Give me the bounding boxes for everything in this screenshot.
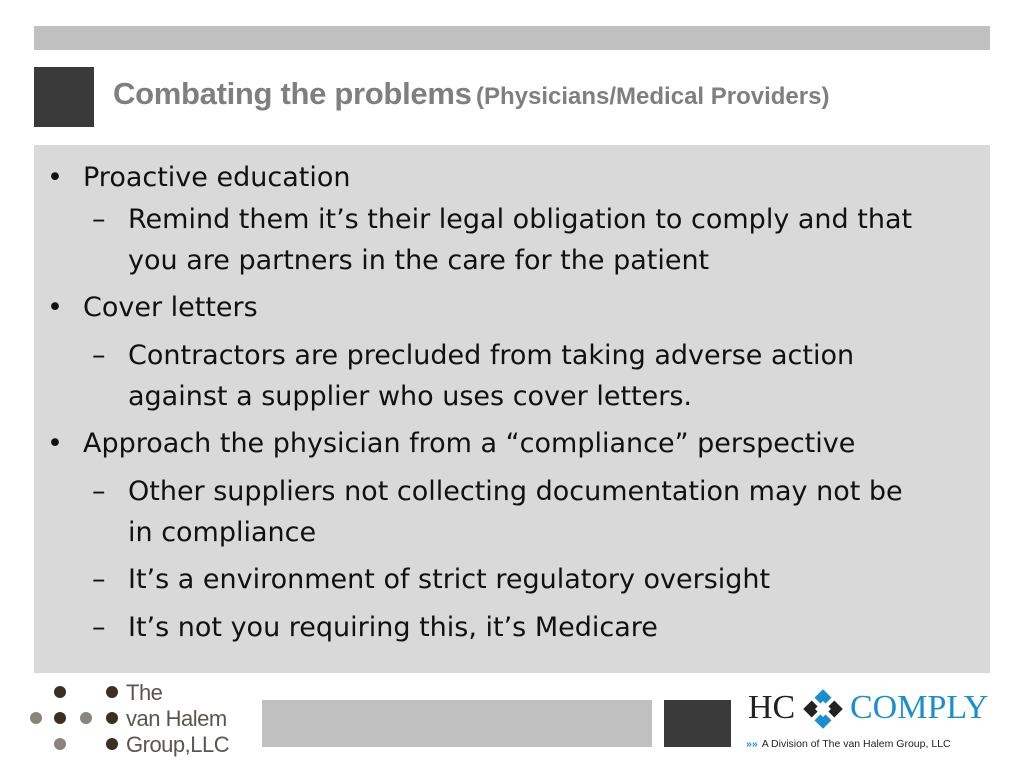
bullet-marker: •: [47, 292, 63, 323]
sub-bullet-item: [34, 471, 928, 553]
sub-bullet-item: [34, 199, 928, 281]
slide-title: [113, 76, 829, 126]
van-halem-logo: [20, 678, 260, 762]
title-subtitle: (Physicians/Medical Providers): [475, 83, 830, 110]
sub-bullet-text: Other suppliers not collecting documentation may not be in compliance: [128, 476, 903, 548]
bullet-item: [34, 157, 990, 199]
bullet-text: Cover letters: [83, 292, 258, 323]
sub-bullet-text: Contractors are precluded from taking adverse action against a supplier who uses cover letters.: [128, 340, 855, 412]
content-panel: [34, 145, 990, 673]
brand-tagline-text: A Division of The van Halem Group, LLC: [761, 738, 951, 750]
logo-dot: [106, 712, 118, 724]
hc-comply-logo: [746, 684, 998, 758]
sub-bullet-marker: –: [92, 340, 106, 371]
brand-comply: COMPLY: [850, 689, 989, 726]
header-bar: [34, 26, 990, 50]
logo-dot: [54, 738, 66, 750]
sub-bullet-marker: –: [92, 564, 106, 595]
title-accent-square: [34, 67, 94, 127]
brand-tagline: [746, 738, 951, 750]
logo-line-1: The: [126, 680, 163, 705]
logo-dot: [30, 712, 42, 724]
sub-bullet-item: [34, 335, 928, 417]
logo-dot: [54, 686, 66, 698]
sub-bullet-text: Remind them it’s their legal obligation to comply and that you are partners in the care for the patient: [128, 204, 913, 276]
title-main: Combating the problems: [113, 76, 472, 111]
logo-line-2: van Halem: [126, 706, 227, 731]
footer-accent-square: [664, 700, 731, 747]
bullet-marker: •: [47, 162, 63, 193]
sub-bullet-item: [34, 559, 928, 601]
footer-bar: [262, 700, 652, 747]
brand-hc: HC: [748, 689, 796, 726]
logo-dot: [106, 738, 118, 750]
sub-bullet-item: [34, 607, 928, 649]
sub-bullet-text: It’s not you requiring this, it’s Medicare: [128, 612, 658, 643]
sub-bullet-text: It’s a environment of strict regulatory oversight: [128, 564, 771, 595]
sub-bullet-marker: –: [92, 204, 106, 235]
diamond-arrows-icon: [800, 686, 846, 732]
bullet-marker: •: [47, 428, 63, 459]
logo-dot: [54, 712, 66, 724]
bullet-text: Approach the physician from a “compliance” perspective: [83, 428, 856, 459]
bullet-list: [34, 145, 990, 649]
sub-bullet-marker: –: [92, 612, 106, 643]
sub-bullet-marker: –: [92, 476, 106, 507]
chevron-icon: »»: [746, 738, 758, 750]
logo-dot: [80, 712, 92, 724]
bullet-item: [34, 423, 990, 465]
bullet-item: [34, 287, 990, 329]
logo-line-3: Group,LLC: [126, 732, 230, 757]
bullet-text: Proactive education: [83, 162, 351, 193]
logo-dot: [106, 686, 118, 698]
